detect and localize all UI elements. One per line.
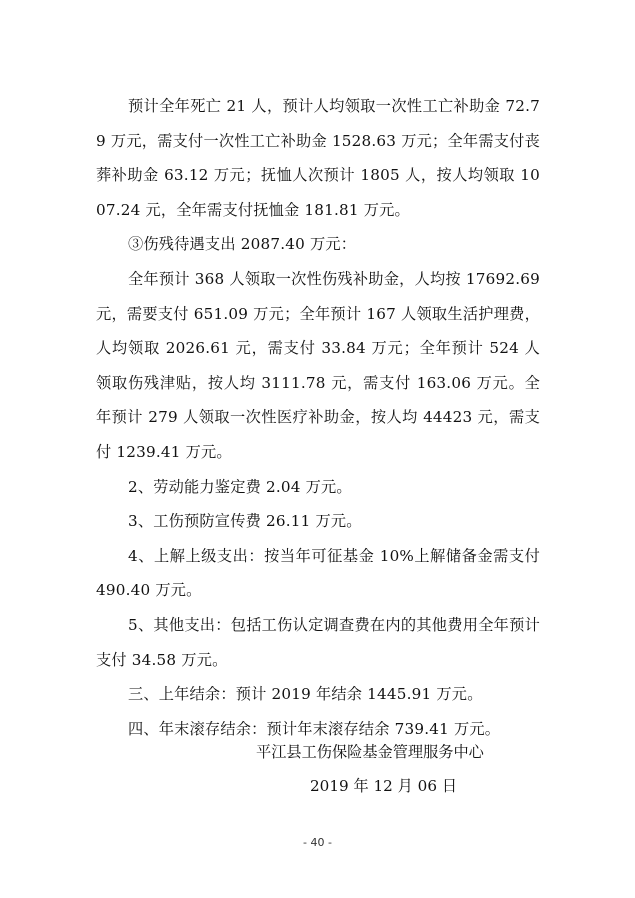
paragraph-death-benefits: 预计全年死亡 21 人，预计人均领取一次性工亡补助金 72.79 万元，需支付一次性工亡补助金 1528.63 万元；全年需支付丧葬补助金 63.12 万元；抚恤人次预计 1805 人，按人均领取 1007.24 元，全年需支付抚恤金 181.81 万元。 xyxy=(96,97,540,219)
paragraph-upper-remittance: 4、上解上级支出：按当年可征基金 10%上解储备金需支付 490.40 万元。 xyxy=(96,546,540,600)
paragraph-disability-heading: ③伤残待遇支出 2087.40 万元： xyxy=(128,235,357,254)
paragraph-year-end-balance: 四、年末滚存结余：预计年末滚存结余 739.41 万元。 xyxy=(128,719,501,738)
issue-date: 2019 年 12 月 06 日 xyxy=(310,777,458,795)
paragraph-prior-year-balance: 三、上年结余：预计 2019 年结余 1445.91 万元。 xyxy=(128,685,483,704)
paragraph-prevention-publicity: 3、工伤预防宣传费 26.11 万元。 xyxy=(128,512,362,531)
signature-block xyxy=(256,735,516,803)
paragraph-other-expenses: 5、其他支出：包括工伤认定调查费在内的其他费用全年预计支付 34.58 万元。 xyxy=(96,615,540,669)
paragraph-labor-appraisal: 2、劳动能力鉴定费 2.04 万元。 xyxy=(128,477,352,496)
page-number: - 40 - xyxy=(303,836,332,849)
document-body xyxy=(96,89,540,746)
issuing-organization: 平江县工伤保险基金管理服务中心 xyxy=(256,743,484,761)
paragraph-disability-details: 全年预计 368 人领取一次性伤残补助金，人均按 17692.69 元，需要支付 651.09 万元；全年预计 167 人领取生活护理费，人均领取 2026.61 元，需支付 33.84 万元；全年预计 524 人领取伤残津贴，按人均 3111.78 元，需支付 163.06 万元。全年预计 279 人领取一次性医疗补助金，按人均 44423 元，需支付 1239.41 万元。 xyxy=(96,269,540,461)
